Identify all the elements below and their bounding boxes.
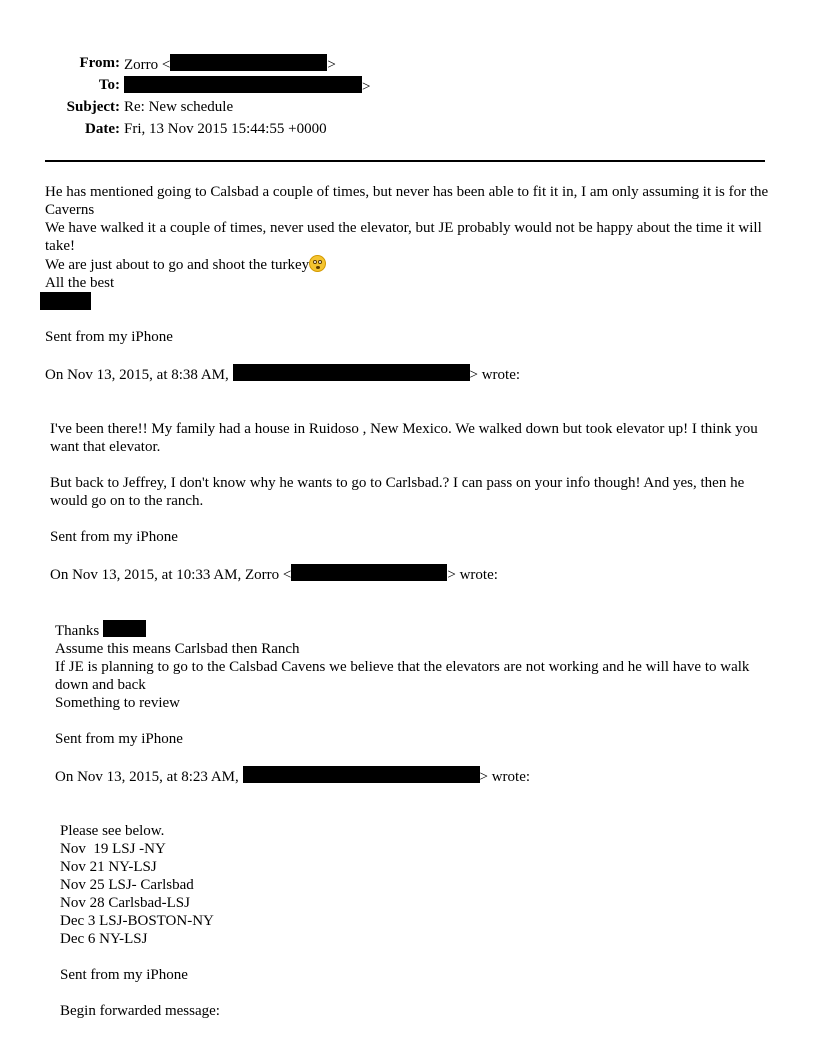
redaction-box xyxy=(243,766,480,783)
redaction-box xyxy=(103,620,146,637)
forwarded-label: Begin forwarded message: xyxy=(60,1003,220,1019)
intro-line: Please see below. xyxy=(60,823,165,839)
turkey-text: We are just about to go and shoot the turkey xyxy=(45,257,310,273)
from-bracket-close: > xyxy=(327,57,336,73)
from-bracket-open: < xyxy=(161,57,171,73)
schedule-item: Dec 3 LSJ-BOSTON-NY xyxy=(60,913,214,929)
to-row xyxy=(40,76,400,98)
sent-from-iphone: Sent from my iPhone xyxy=(55,731,183,747)
quote-attribution: On Nov 13, 2015, at 8:23 AM, > wrote: xyxy=(55,766,773,786)
message-paragraph: I've been there!! My family had a house in Ruidoso , New Mexico. We walked down but took elevator up! I think you want that elevator. xyxy=(50,421,758,455)
from-value xyxy=(124,54,336,74)
from-name: Zorro xyxy=(124,57,159,73)
redaction-box xyxy=(40,292,91,310)
thanks-line: Thanks xyxy=(55,620,773,640)
schedule-item: Nov 25 LSJ- Carlsbad xyxy=(60,877,194,893)
subject-row xyxy=(40,98,400,120)
redaction-box xyxy=(124,76,362,93)
redaction-box xyxy=(170,54,327,71)
message-paragraph: But back to Jeffrey, I don't know why he wants to go to Carlsbad.? I can pass on your info though! And yes, then he would go on to the ranch. xyxy=(50,475,745,509)
redaction-box xyxy=(233,364,470,381)
subject-value: Re: New schedule xyxy=(124,99,234,115)
email-body xyxy=(45,183,773,1020)
schedule-item: Dec 6 NY-LSJ xyxy=(60,931,148,947)
to-value xyxy=(124,76,370,96)
to-bracket-close: > xyxy=(362,79,371,95)
date-value: Fri, 13 Nov 2015 15:44:55 +0000 xyxy=(124,121,327,137)
sent-from-iphone: Sent from my iPhone xyxy=(45,329,173,345)
quoted-message-1 xyxy=(50,420,773,620)
quoted-message-3 xyxy=(60,822,773,1020)
signature-row xyxy=(45,292,773,310)
sent-from-iphone: Sent from my iPhone xyxy=(60,967,188,983)
quote-attribution: On Nov 13, 2015, at 10:33 AM, Zorro < > wrote: xyxy=(50,564,773,584)
flushed-face-emoji-icon xyxy=(309,255,326,272)
date-label: Date: xyxy=(85,121,120,137)
sent-from-iphone: Sent from my iPhone xyxy=(50,529,178,545)
closing-line: All the best xyxy=(45,275,115,291)
email-header xyxy=(40,54,400,142)
schedule-item: Nov 21 NY-LSJ xyxy=(60,859,157,875)
header-divider xyxy=(45,160,765,162)
message-line: We have walked it a couple of times, never used the elevator, but JE probably would not be happy about the time it will take! xyxy=(45,220,762,254)
message-line xyxy=(45,255,773,274)
message-line: Something to review xyxy=(55,695,180,711)
redaction-box xyxy=(291,564,447,581)
schedule-item: Nov 19 LSJ -NY xyxy=(60,841,166,857)
quoted-message-2 xyxy=(55,620,773,822)
from-label: From: xyxy=(79,55,120,71)
date-row xyxy=(40,120,400,142)
to-label: To: xyxy=(98,77,120,93)
message-line: If JE is planning to go to the Calsbad Cavens we believe that the elevators are not working and he will have to walk down and back xyxy=(55,659,750,693)
quote-attribution: On Nov 13, 2015, at 8:38 AM, > wrote: xyxy=(45,364,773,384)
subject-label: Subject: xyxy=(66,99,120,115)
schedule-item: Nov 28 Carlsbad-LSJ xyxy=(60,895,190,911)
from-row xyxy=(40,54,400,76)
message-line: He has mentioned going to Calsbad a couple of times, but never has been able to fit it in, I am only assuming it is for the Caverns xyxy=(45,184,769,218)
message-line: Assume this means Carlsbad then Ranch xyxy=(55,641,300,657)
